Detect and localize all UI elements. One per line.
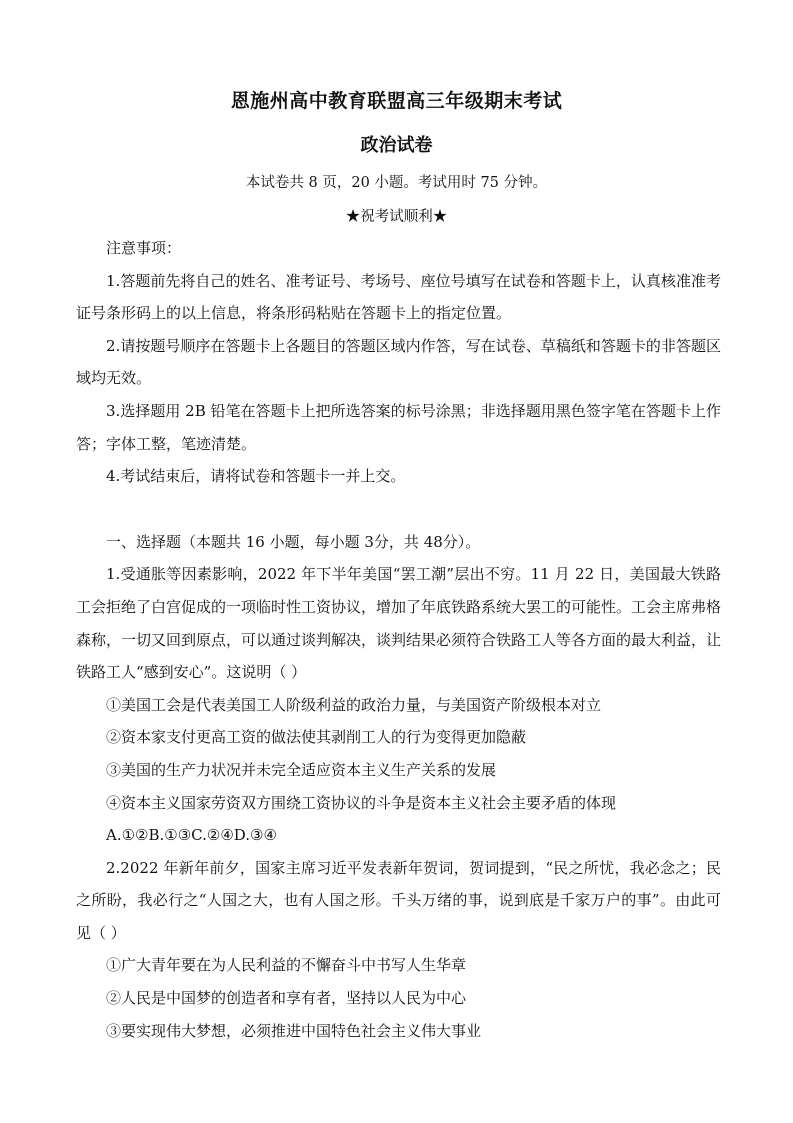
question-stem: 2.2022 年新年前夕，国家主席习近平发表新年贺词，贺词提到，“民之所忧，我必念之；民之所盼，我必行之“人国之大，也有人国之形。千头万绪的事，说到底是千家万户的事”。由此可见（ ）: [76, 858, 721, 942]
spacer: [76, 493, 721, 526]
good-luck-wish: ★祝考试顺利★: [345, 209, 448, 225]
question-stem: 1.受通胀等因素影响，2022 年下半年美国“罢工潮”层出不穷。11 月 22 日，美国最大铁路工会拒绝了白宫促成的一项临时性工资协议，增加了年底铁路系统大罢工的可能性。工会主席弗格森称，一切又回到原点，可以通过谈判解决，谈判结果必须符合铁路工人等各方面的最大利益，让铁路工人“感到安心”。这说明（ ）: [76, 565, 722, 682]
answer-choices: A.①②B.①③C.②④D.③④: [106, 826, 277, 845]
question-option: ①美国工会是代表美国工人阶级利益的政治力量，与美国资产阶级根本对立: [106, 695, 602, 714]
question-option: ③美国的生产力状况并未完全适应资本主义生产关系的发展: [106, 760, 497, 779]
page-title: 恩施州高中教育联盟高三年级期末考试: [230, 90, 563, 112]
question-option: ④资本主义国家劳资双方围绕工资协议的斗争是资本主义社会主要矛盾的体现: [106, 793, 617, 812]
section-heading: 一、选择题（本题共 16 小题，每小题 3分，共 48分）。: [106, 532, 481, 551]
exam-info: 本试卷共 8 页，20 小题。考试用时 75 分钟。: [245, 175, 548, 191]
notice-heading: 注意事项：: [106, 239, 182, 257]
question-option: ②人民是中国梦的创造者和享有者，坚持以人民为中心: [106, 989, 467, 1008]
notice-item: 4.考试结束后，请将试卷和答题卡一并上交。: [106, 467, 406, 486]
notice-item: 2.请按题号顺序在答题卡上各题目的答题区域内作答，写在试卷、草稿纸和答题卡的非答题区域均无效。: [76, 336, 721, 388]
notice-item: 3.选择题用 2B 铅笔在答题卡上把所选答案的标号涂黑；非选择题用黑色签字笔在答题卡上作答；字体工整，笔迹清楚。: [76, 401, 721, 453]
question-option: ②资本家支付更高工资的做法使其剥削工人的行为变得更加隐蔽: [106, 728, 527, 747]
question-option: ③要实现伟大梦想，必须推进中国特色社会主义伟大事业: [106, 1021, 482, 1040]
page-subtitle: 政治试卷: [360, 135, 433, 156]
question-option: ①广大青年要在为人民利益的不懈奋斗中书写人生华章: [106, 956, 467, 975]
notice-item: 1.答题前先将自己的姓名、准考证号、考场号、座位号填写在试卷和答题卡上，认真核准准考证号条形码上的以上信息，将条形码粘贴在答题卡上的指定位置。: [76, 271, 721, 323]
main-content: [76, 232, 721, 1047]
